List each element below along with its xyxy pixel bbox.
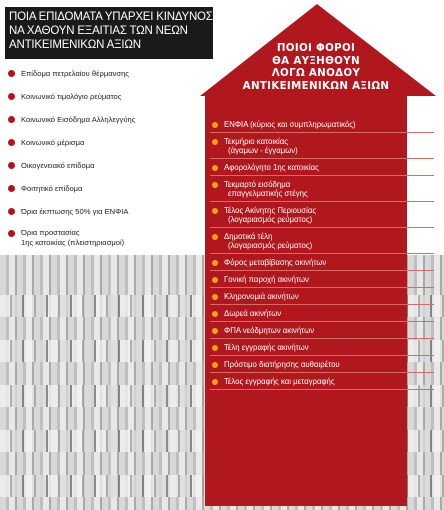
bullet-icon <box>212 234 218 240</box>
tax-item-text: Αφορολόγητο 1ης κατοικίας <box>224 163 319 172</box>
tax-item-text: Τέλος εγγραφής και μεταγραφής <box>224 377 335 386</box>
tax-item-text: Τεκμήριο κατοικίας <box>224 137 289 146</box>
tax-list-item <box>210 120 434 133</box>
tax-list-item <box>210 180 434 202</box>
bullet-icon <box>8 185 15 192</box>
tax-list-item <box>210 275 434 288</box>
list-item: Φοιτητικό επίδομα <box>5 179 175 198</box>
bullet-icon <box>8 139 15 146</box>
arrow-title-line: ΘΑ ΑΥΞΗΘΟΥΝ <box>272 54 360 67</box>
tax-item-text: (λογαριασμός ρεύματος) <box>228 215 313 224</box>
tax-list-item <box>210 326 434 339</box>
tax-item-text: Τέλη εγγραφής ακινήτων <box>224 343 309 352</box>
bullet-icon <box>212 311 218 317</box>
bullet-icon <box>212 379 218 385</box>
tax-list-item <box>210 206 434 228</box>
list-item: Κοινωνικό μέρισμα <box>5 133 175 152</box>
left-header-line: ΑΝΤΙΚΕΙΜΕΝΙΚΩΝ ΑΞΙΩΝ <box>9 39 141 51</box>
tax-list-item <box>210 137 434 159</box>
tax-list-item <box>210 377 434 390</box>
tax-item-text: ΕΝΦΙΑ (κύριος και συμπληρωματικός) <box>224 120 356 129</box>
tax-item-text: Τέλος Ακίνητης Περιουσίας <box>224 206 317 215</box>
list-item: Οικογενειακό επίδομα <box>5 156 175 175</box>
bullet-icon <box>8 208 15 215</box>
tax-list-item <box>210 343 434 356</box>
tax-item-text: Γονική παροχή ακινήτων <box>224 275 309 284</box>
bullet-icon <box>212 122 218 128</box>
benefits-list <box>5 64 175 256</box>
list-item: Επίδομα πετρελαίου θέρμανσης <box>5 64 175 83</box>
bullet-icon <box>8 116 15 123</box>
bullet-icon <box>212 165 218 171</box>
bullet-icon <box>212 208 218 214</box>
list-item: Κοινωνικό τιμολόγιο ρεύματος <box>5 87 175 106</box>
bullet-icon <box>8 70 15 77</box>
bullet-icon <box>8 230 15 237</box>
tax-list-item <box>210 258 434 271</box>
arrow-title <box>232 42 400 92</box>
bullet-icon <box>212 362 218 368</box>
tax-item-text: ΦΠΑ νεόδμητων ακινήτων <box>224 326 315 335</box>
arrow-title-line: ΑΝΤΙΚΕΙΜΕΝΙΚΩΝ ΑΞΙΩΝ <box>242 79 390 92</box>
bullet-icon <box>212 277 218 283</box>
arrow-title-line: ΠΟΙΟΙ ΦΟΡΟΙ <box>276 42 356 54</box>
tax-item-text: Δωρεά ακινήτων <box>224 309 282 318</box>
arrow-title-line: ΛΟΓΩ ΑΝΟΔΟΥ <box>271 67 361 79</box>
tax-list-item <box>210 163 434 176</box>
bullet-icon <box>212 260 218 266</box>
list-item: Όρια προστασίας 1ης κατοικίας (πλειστηριασμοί) <box>5 225 175 252</box>
tax-item-text: Φόρος μεταβίβασης ακινήτων <box>224 258 327 267</box>
bullet-icon <box>212 139 218 145</box>
tax-list-item <box>210 232 434 254</box>
bullet-icon <box>212 345 218 351</box>
bullet-icon <box>8 162 15 169</box>
tax-item-text: Δημοτικά τέλη <box>224 232 273 241</box>
tax-list-item <box>210 292 434 305</box>
tax-list-item <box>210 360 434 373</box>
list-item: Όρια έκπτωσης 50% για ΕΝΦΙΑ <box>5 202 175 221</box>
tax-item-text: (άγαμων - έγγαμων) <box>228 146 298 155</box>
bullet-icon <box>212 182 218 188</box>
tax-item-text: Κληρονομιά ακινήτων <box>224 292 299 301</box>
taxes-list <box>210 120 434 394</box>
bullet-icon <box>212 294 218 300</box>
tax-item-text: Πρόστιμο διατήρησης αυθαιρέτου <box>224 360 340 369</box>
tax-item-text: Τεκμαρτό εισόδημα <box>224 180 291 189</box>
left-header <box>5 7 213 59</box>
bullet-icon <box>212 328 218 334</box>
tax-item-text: επαγγελματικής στέγης <box>228 189 308 198</box>
tax-item-text: (λογαριασμός ρεύματος) <box>228 241 313 250</box>
bullet-icon <box>8 93 15 100</box>
tax-list-item <box>210 309 434 322</box>
list-item: Κοινωνικό Εισόδημα Αλληλεγγύης <box>5 110 175 129</box>
left-header-line: ΝΑ ΧΑΘΟΥΝ ΕΞΑΙΤΙΑΣ ΤΩΝ ΝΕΩΝ <box>9 25 188 37</box>
left-header-line: ΠΟΙΑ ΕΠΙΔΟΜΑΤΑ ΥΠΑΡΧΕΙ ΚΙΝΔΥΝΟΣ <box>9 11 213 23</box>
